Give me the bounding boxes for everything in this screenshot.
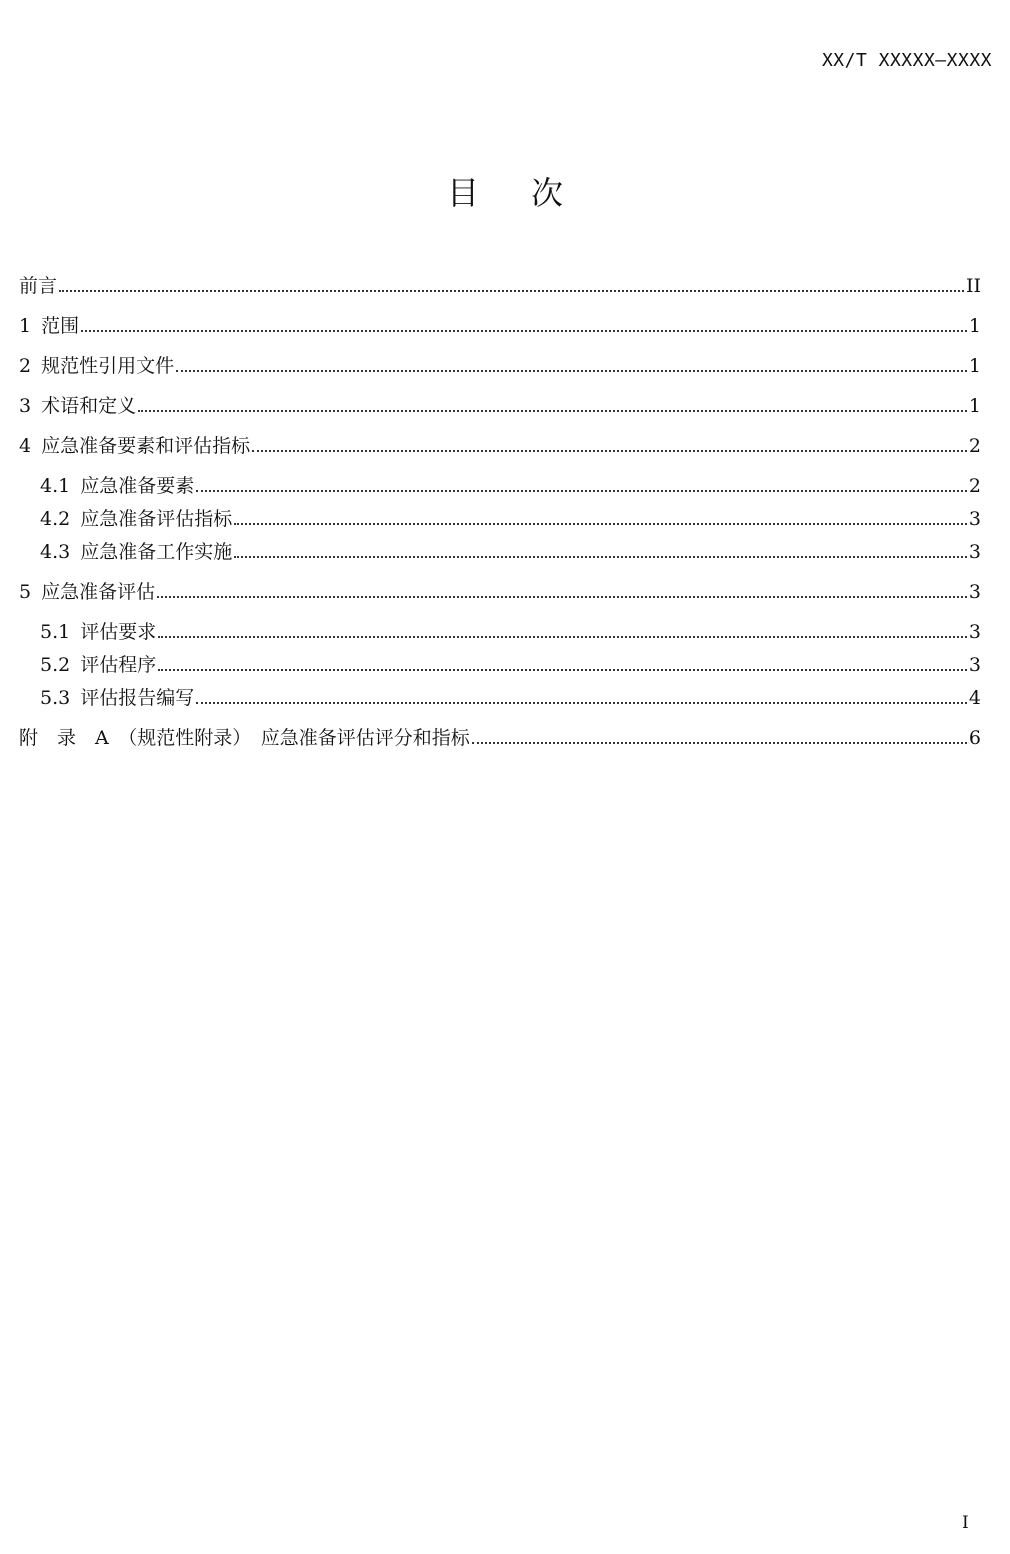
toc-entry-label: 应急准备要素 <box>80 475 195 497</box>
toc-entry-label: 评估要求 <box>80 621 157 643</box>
toc-entry-label: 应急准备要素和评估指标 <box>41 435 251 457</box>
leader-dots <box>157 596 967 598</box>
leader-dots <box>158 669 967 671</box>
toc-entry-page: II <box>965 275 981 297</box>
leader-dots <box>138 410 967 412</box>
toc-entry-number: 5 <box>19 581 32 603</box>
document-code: XX/T XXXXX—XXXX <box>821 50 992 71</box>
toc-entry-normative-references[interactable] <box>19 352 981 380</box>
toc-entry-label: 范围 <box>41 315 80 337</box>
toc-entry-section-4-1[interactable] <box>19 472 981 500</box>
toc-entry-section-4-3[interactable] <box>19 538 981 566</box>
toc-entry-number: 5.1 <box>40 621 71 643</box>
toc-entry-page: 2 <box>968 435 981 457</box>
toc-entry-label: 评估程序 <box>80 654 157 676</box>
toc-entry-label: 附 录 A （规范性附录） 应急准备评估评分和指标 <box>19 727 470 749</box>
toc-entry-number: 4.3 <box>40 541 71 563</box>
toc-entry-page: 2 <box>968 475 981 497</box>
toc-entry-label: 术语和定义 <box>41 395 137 417</box>
toc-entry-label: 应急准备工作实施 <box>80 541 233 563</box>
toc-entry-section-5-3[interactable] <box>19 684 981 712</box>
toc-entry-terms-definitions[interactable] <box>19 392 981 420</box>
leader-dots <box>81 330 967 332</box>
toc-entry-label: 规范性引用文件 <box>41 355 175 377</box>
toc-entry-number: 4.2 <box>40 508 71 530</box>
toc-entry-page: 1 <box>968 355 981 377</box>
toc-title: 目次 <box>446 174 615 212</box>
leader-dots <box>234 556 967 558</box>
toc-entry-number: 5.3 <box>40 687 71 709</box>
page-number: I <box>962 1513 969 1533</box>
toc-entry-section-5[interactable] <box>19 578 981 606</box>
toc-entry-number: 2 <box>19 355 32 377</box>
leader-dots <box>234 523 967 525</box>
leader-dots <box>252 450 967 452</box>
toc-entry-page: 3 <box>968 654 981 676</box>
toc-entry-section-4[interactable] <box>19 432 981 460</box>
toc-entry-section-5-2[interactable] <box>19 651 981 679</box>
leader-dots <box>59 290 964 292</box>
toc-entry-number: 5.2 <box>40 654 71 676</box>
toc-entry-page: 4 <box>968 687 981 709</box>
toc-entry-label: 应急准备评估指标 <box>80 508 233 530</box>
toc-entry-page: 3 <box>968 508 981 530</box>
toc-entry-label: 评估报告编写 <box>80 687 195 709</box>
toc-entry-section-5-1[interactable] <box>19 618 981 646</box>
toc-entry-number: 4.1 <box>40 475 71 497</box>
toc-entry-scope[interactable] <box>19 312 981 340</box>
leader-dots <box>176 370 967 372</box>
toc-entry-section-4-2[interactable] <box>19 505 981 533</box>
leader-dots <box>158 636 967 638</box>
toc-entry-foreword[interactable] <box>19 272 981 300</box>
table-of-contents <box>19 272 981 752</box>
toc-entry-page: 3 <box>968 621 981 643</box>
toc-entry-page: 6 <box>968 727 981 749</box>
toc-entry-page: 3 <box>968 581 981 603</box>
leader-dots <box>196 702 967 704</box>
toc-entry-number: 3 <box>19 395 32 417</box>
toc-entry-page: 3 <box>968 541 981 563</box>
toc-entry-appendix-a[interactable] <box>19 724 981 752</box>
leader-dots <box>472 742 967 744</box>
toc-entry-label: 应急准备评估 <box>41 581 156 603</box>
leader-dots <box>196 490 967 492</box>
toc-entry-page: 1 <box>968 395 981 417</box>
toc-entry-page: 1 <box>968 315 981 337</box>
toc-entry-label: 前言 <box>19 275 58 297</box>
toc-entry-number: 1 <box>19 315 32 337</box>
toc-entry-number: 4 <box>19 435 32 457</box>
